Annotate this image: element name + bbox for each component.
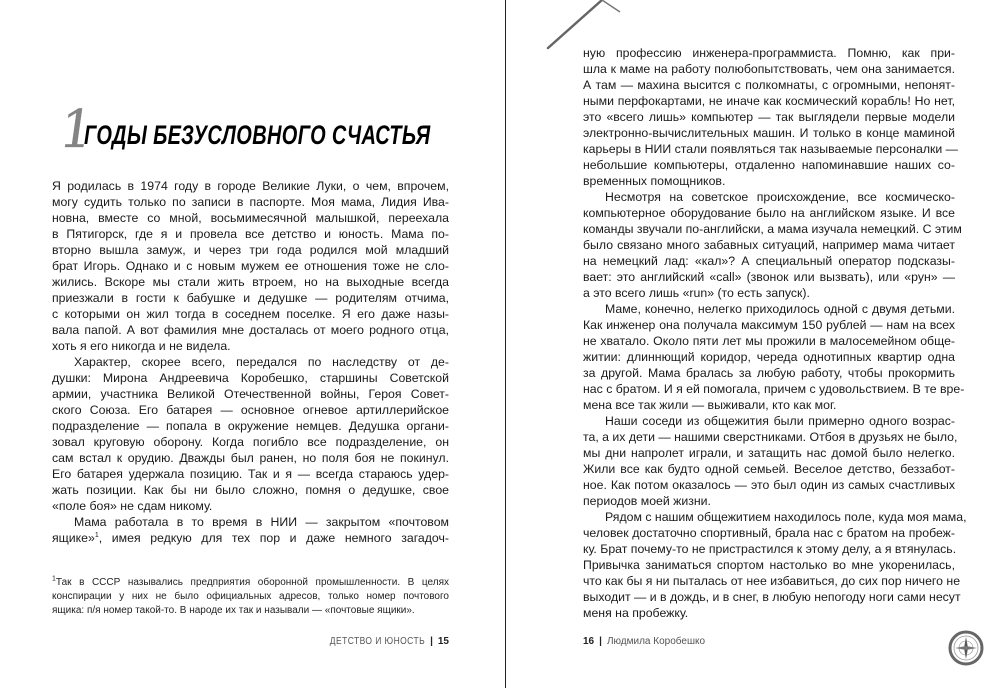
text-line: жились. Вскоре мы стали жить втроем, но на выходные всегда — [52, 275, 449, 289]
text-line: Жили все как будто одной семьей. Веселое детство, беззабот- — [583, 462, 955, 476]
text-line: брат Игорь. Однако и с новым мужем ее отношения тоже не сло- — [52, 259, 449, 273]
paragraph — [583, 189, 962, 301]
paragraph — [583, 509, 967, 621]
text-line: мена все так жили — выживали, кто как мог. — [583, 398, 837, 412]
chapter-number: 1 — [55, 100, 98, 160]
footnote-number: 1 — [52, 575, 56, 583]
footnote-line: конспирации у них не было официальных адресов, только номер почтового — [52, 591, 449, 602]
text-line: Как инженер она получала максимум 150 рублей — нам на всех — [583, 318, 955, 332]
text-line: человек достаточно спортивный, брала нас с братом на пробеж- — [583, 526, 955, 540]
text-line: Несмотря на советское происхождение, все космическо- — [605, 190, 955, 204]
text-line: А там — махина высится с полкомнаты, с огромными, непонят- — [583, 78, 955, 92]
paragraph — [52, 178, 449, 354]
text-line: ку. Брат почему-то не пристрастился к этому делу, а я втянулась. — [583, 542, 957, 556]
text-line: ную профессию инженера-программиста. Помню, как при- — [583, 46, 955, 60]
book-spine — [505, 0, 506, 688]
text-line: нас с братом. И я ей помогала, причем с удовольствием. В те вре- — [583, 382, 965, 396]
compass-icon — [948, 630, 984, 666]
text-line: «поле боя» не сдам никому. — [52, 499, 213, 513]
text-line: ными перфокартами, не иначе как космический корабль! Но нет, — [583, 94, 955, 108]
footnote — [52, 576, 449, 618]
running-section-title: ДЕТСТВО И ЮНОСТЬ — [329, 636, 426, 647]
text-line: выходит — и в дождь, и в снег, в любую непогоду ноги сами несут — [583, 590, 961, 604]
page-number: 15 — [437, 636, 449, 647]
text-line: шла к маме на работу полюбопытствовать, чем она занимается. — [583, 62, 955, 76]
text-line: сам встал к орудию. Дважды был ранен, но поля боя не покинул. — [52, 451, 449, 465]
text-line: в Пятигорск, где я и провела все детство и юность. Мама по- — [52, 227, 449, 241]
text-line: та, а их дети — нашими сверстниками. Отбоя в друзьях не было, — [583, 430, 958, 444]
footnote-marker[interactable]: 1 — [94, 531, 99, 539]
text-line: подразделение — попала в окружение немцев. Дедушка органи- — [52, 419, 449, 433]
text-line: временных помощников. — [583, 174, 726, 188]
paragraph — [52, 354, 449, 514]
text-line: новна, вместе со мной, восьмимесячной малышкой, переехала — [52, 211, 449, 225]
text-line: Наши соседи из общежития были примерно одного возрас- — [605, 414, 955, 428]
text-line: ное. Как потом оказалось — это был один из самых счастливых — [583, 478, 955, 492]
paragraph — [583, 413, 958, 509]
text-line: небольшие компьютеры, отдаленно напоминавшие наших со- — [583, 158, 955, 172]
footer-separator: | — [599, 636, 602, 647]
running-author-name: Людмила Коробешко — [606, 636, 706, 647]
text-line: Маме, конечно, нелегко приходилось одной с двумя детьми. — [605, 302, 955, 316]
text-line: хоть я его никогда и не видела. — [52, 339, 231, 353]
text-line: Привычка заниматься спортом настолько во мне укоренилась, — [583, 558, 955, 572]
page-number: 16 — [583, 636, 595, 647]
text-line: житии: длиннющий коридор, череда однотипных квартир одна — [583, 350, 955, 364]
text-line: душки: Мирона Андреевича Коробешко, старшины Советской — [52, 371, 449, 385]
text-line: Рядом с нашим общежитием находилось поле, куда моя мама, — [605, 510, 967, 524]
text-line: вала папой. А вот фамилия мне досталась от моего родного отца, — [52, 323, 449, 337]
text-line: компьютерное оборудование было на английском языке. И все — [583, 206, 955, 220]
text-line: карьеры в НИИ стали появляться так называемые персоналки — — [583, 142, 958, 156]
text-line: электронно-вычислительных машин. И только в конце маминой — [583, 126, 955, 140]
text-line: Его батарея удержала позицию. Так и я — всегда стараюсь удер- — [52, 467, 449, 481]
text-line: периодов моей жизни. — [583, 494, 711, 508]
text-line: Мама работала в то время в НИИ — закрытом «почтовом — [74, 515, 449, 529]
text-line: с которыми он жил тогда в соседнем поселке. Я его даже назы- — [52, 307, 449, 321]
text-line: было связано много забавных ситуаций, например мама читает — [583, 238, 955, 252]
right-page-body — [583, 45, 967, 621]
paragraph — [583, 45, 958, 189]
text-line: не хватало. Около пяти лет мы прожили в малосемейном обще- — [583, 334, 955, 348]
chapter-title: ГОДЫ БЕЗУСЛОВНОГО СЧАСТЬЯ — [84, 120, 431, 150]
text-line: это «всего лишь» компьютер — так выглядели первые модели — [583, 110, 955, 124]
text-line: меня на пробежку. — [583, 606, 689, 620]
text-line: вторно вышла замуж, и через три года родился мой младший — [52, 243, 449, 257]
text-line: команды звучали по-английски, а мама изучала немецкий. С этим — [583, 222, 962, 236]
right-page-footer — [583, 636, 705, 647]
text-line: вает: это английский «call» (звонок или вызвать), или «рун» — — [583, 270, 955, 284]
footnote-line: $^1$Так в СССР назывались предприятия оборонной промышленности. В целях — [52, 575, 449, 588]
text-line: на немецкий лад: «кал»? А специальный оператор подсказы- — [583, 254, 955, 268]
footer-separator: | — [430, 636, 433, 647]
text-line: мы дни напролет играли, и затащить нас домой было нелегко. — [583, 446, 955, 460]
left-page-footer — [313, 636, 449, 647]
text-line: приезжали в гости к бабушке и дедушке — родителям отчима, — [52, 291, 449, 305]
text-line: ящике»$^1$, имея редкую для тех пор и даже немного загадоч- — [52, 531, 449, 545]
text-line: жать позиции. Как бы ни было сложно, помня о дедушке, свое — [52, 483, 449, 497]
paragraph — [52, 514, 449, 546]
text-line: ского Союза. Его батарея — основное огневое артиллерийское — [52, 403, 449, 417]
text-line: могу судить только по записи в паспорте. Моя мама, Лидия Ива- — [52, 195, 449, 209]
paragraph — [583, 301, 965, 413]
footnote-line: ящика: п/я номер такой-то. В народе их так и называли — «почтовые ящики». — [52, 605, 415, 616]
text-line: зовал круговую оборону. Когда погибло все подразделение, он — [52, 435, 449, 449]
left-page-body — [52, 178, 449, 546]
text-line: Характер, скорее всего, передался по наследству от де- — [74, 355, 449, 369]
text-line: Я родилась в 1974 году в городе Великие Луки, о чем, впрочем, — [52, 179, 449, 193]
text-line: армии, участника Великой Отечественной войны, Героя Совет- — [52, 387, 449, 401]
text-line: что как бы я ни пыталась от нее избавиться, до сих пор ничего не — [583, 574, 961, 588]
text-line: а это всего лишь «run» (то есть запуск). — [583, 286, 810, 300]
text-line: за другой. Мама бралась за любую работу, чтобы прокормить — [583, 366, 955, 380]
